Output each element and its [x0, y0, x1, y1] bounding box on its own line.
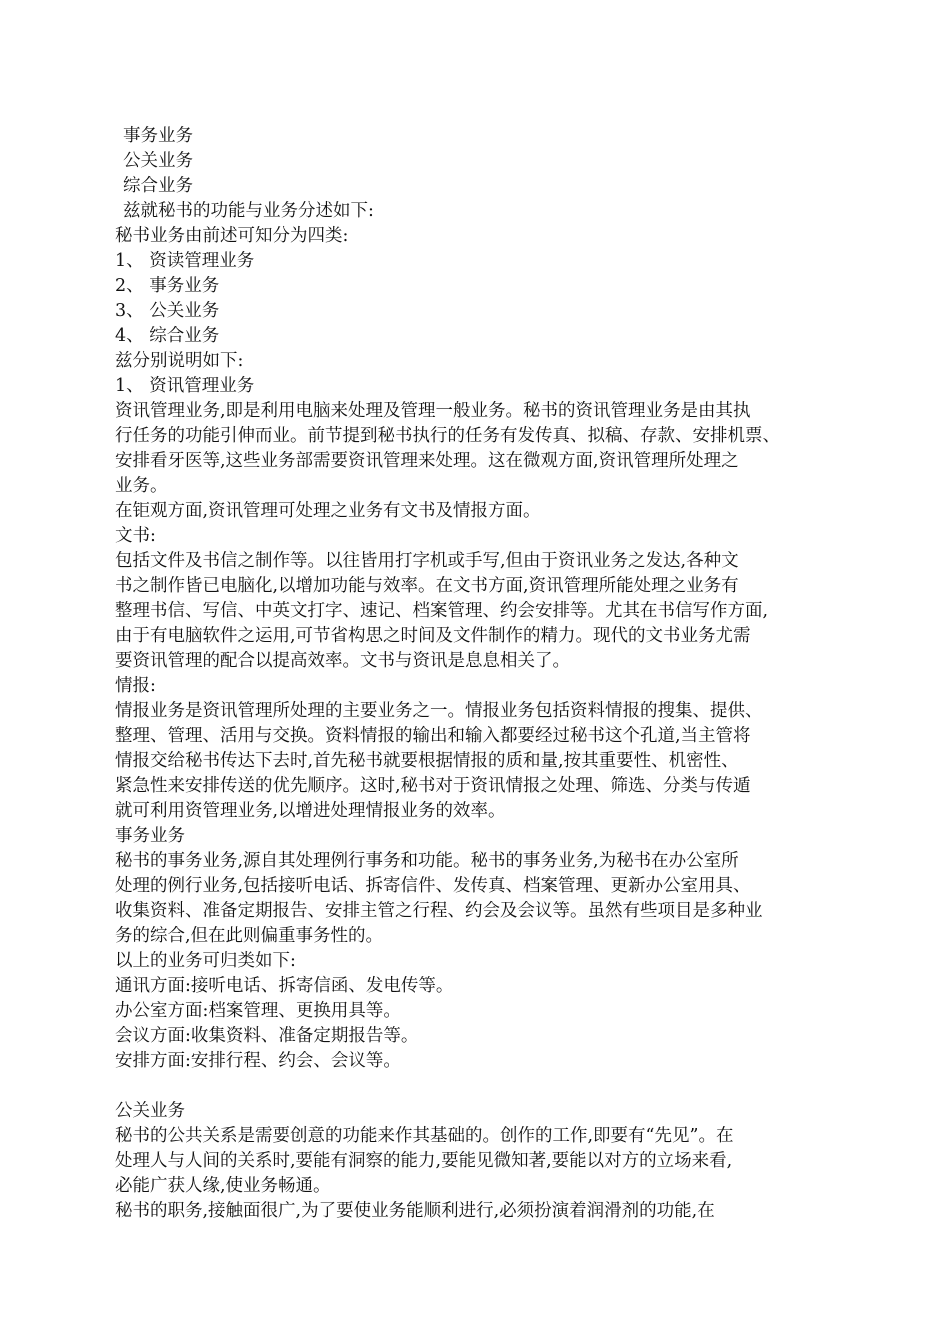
section3-text-line: 处理人与人间的关系时,要能有洞察的能力,要能见微知著,要能以对方的立场来看,	[115, 1151, 733, 1171]
section2-text-line: 秘书的事务业务,源自其处理例行事务和功能。秘书的事务业务,为秘书在办公室所	[115, 851, 739, 871]
section3-text-line: 秘书的公共关系是需要创意的功能来作其基础的。创作的工作,即要有“先见”。在	[115, 1126, 734, 1146]
docs-text-line: 整理书信、写信、中英文打字、速记、档案管理、约会安排等。尤其在书信写作方面,	[115, 601, 769, 621]
intro-item: 综合业务	[123, 176, 193, 196]
category-item: 2、 事务业务	[115, 276, 220, 296]
intel-text-line: 就可利用资管理业务,以增进处理情报业务的效率。	[115, 801, 506, 821]
category-item: 4、 综合业务	[115, 326, 220, 346]
intro-item: 公关业务	[123, 151, 193, 171]
intro-item: 事务业务	[123, 126, 193, 146]
intel-label: 情报:	[115, 676, 156, 696]
intel-text-line: 整理、管理、活用与交换。资料情报的输出和输入都要经过秘书这个孔道,当主管将	[115, 726, 751, 746]
docs-text-line: 要资讯管理的配合以提高效率。文书与资讯是息息相关了。	[115, 651, 570, 671]
category-item: 1、 资读管理业务	[115, 251, 255, 271]
section3-text-line: 必能广获人缘,使业务畅通。	[115, 1176, 331, 1196]
section2-group: 会议方面:收集资料、准备定期报告等。	[115, 1026, 419, 1046]
section1-text-line: 资讯管理业务,即是利用电脑来处理及管理一般业务。秘书的资讯管理业务是由其执	[115, 401, 751, 421]
section1-macro: 在钜观方面,资讯管理可处理之业务有文书及情报方面。	[115, 501, 541, 521]
section2-text-line: 处理的例行业务,包括接听电话、拆寄信件、发传真、档案管理、更新办公室用具、	[115, 876, 751, 896]
docs-text-line: 书之制作皆已电脑化,以增加功能与效率。在文书方面,资讯管理所能处理之业务有	[115, 576, 739, 596]
section2-group: 办公室方面:档案管理、更换用具等。	[115, 1001, 401, 1021]
section3-text-line: 秘书的职务,接触面很广,为了要使业务能顺利进行,必须扮演着润滑剂的功能,在	[115, 1201, 715, 1221]
categories-explain: 兹分别说明如下:	[115, 351, 244, 371]
document-page	[115, 124, 855, 1224]
section2-text-line: 收集资料、准备定期报告、安排主管之行程、约会及会议等。虽然有些项目是多种业	[115, 901, 763, 921]
intro-lead: 兹就秘书的功能与业务分述如下:	[123, 201, 374, 221]
section1-text-line: 安排看牙医等,这些业务部需要资讯管理来处理。这在微观方面,资讯管理所处理之	[115, 451, 739, 471]
docs-text-line: 包括文件及书信之制作等。以往皆用打字机或手写,但由于资讯业务之发达,各种文	[115, 551, 739, 571]
section2-text-line: 务的综合,但在此则偏重事务性的。	[115, 926, 384, 946]
intel-text-line: 情报交给秘书传达下去时,首先秘书就要根据情报的质和量,按其重要性、机密性、	[115, 751, 739, 771]
section3-title: 公关业务	[115, 1101, 185, 1121]
docs-label: 文书:	[115, 526, 156, 546]
intel-text-line: 紧急性来安排传送的优先顺序。这时,秘书对于资讯情报之处理、筛选、分类与传遁	[115, 776, 751, 796]
section2-classify: 以上的业务可归类如下:	[115, 951, 296, 971]
section2-title: 事务业务	[115, 826, 185, 846]
section2-group: 通讯方面:接听电话、拆寄信函、发电传等。	[115, 976, 454, 996]
section2-group: 安排方面:安排行程、约会、会议等。	[115, 1051, 401, 1071]
section1-text-line: 业务。	[115, 476, 168, 496]
blank-line	[115, 1074, 855, 1099]
categories-heading: 秘书业务由前述可知分为四类:	[115, 226, 349, 246]
category-item: 3、 公关业务	[115, 301, 220, 321]
docs-text-line: 由于有电脑软件之运用,可节省构思之时间及文件制作的精力。现代的文书业务尤需	[115, 626, 751, 646]
section1-title: 1、 资讯管理业务	[115, 376, 255, 396]
section1-text-line: 行任务的功能引伸而业。前节提到秘书执行的任务有发传真、拟稿、存款、安排机票、	[115, 426, 780, 446]
intel-text-line: 情报业务是资讯管理所处理的主要业务之一。情报业务包括资料情报的搜集、提供、	[115, 701, 763, 721]
